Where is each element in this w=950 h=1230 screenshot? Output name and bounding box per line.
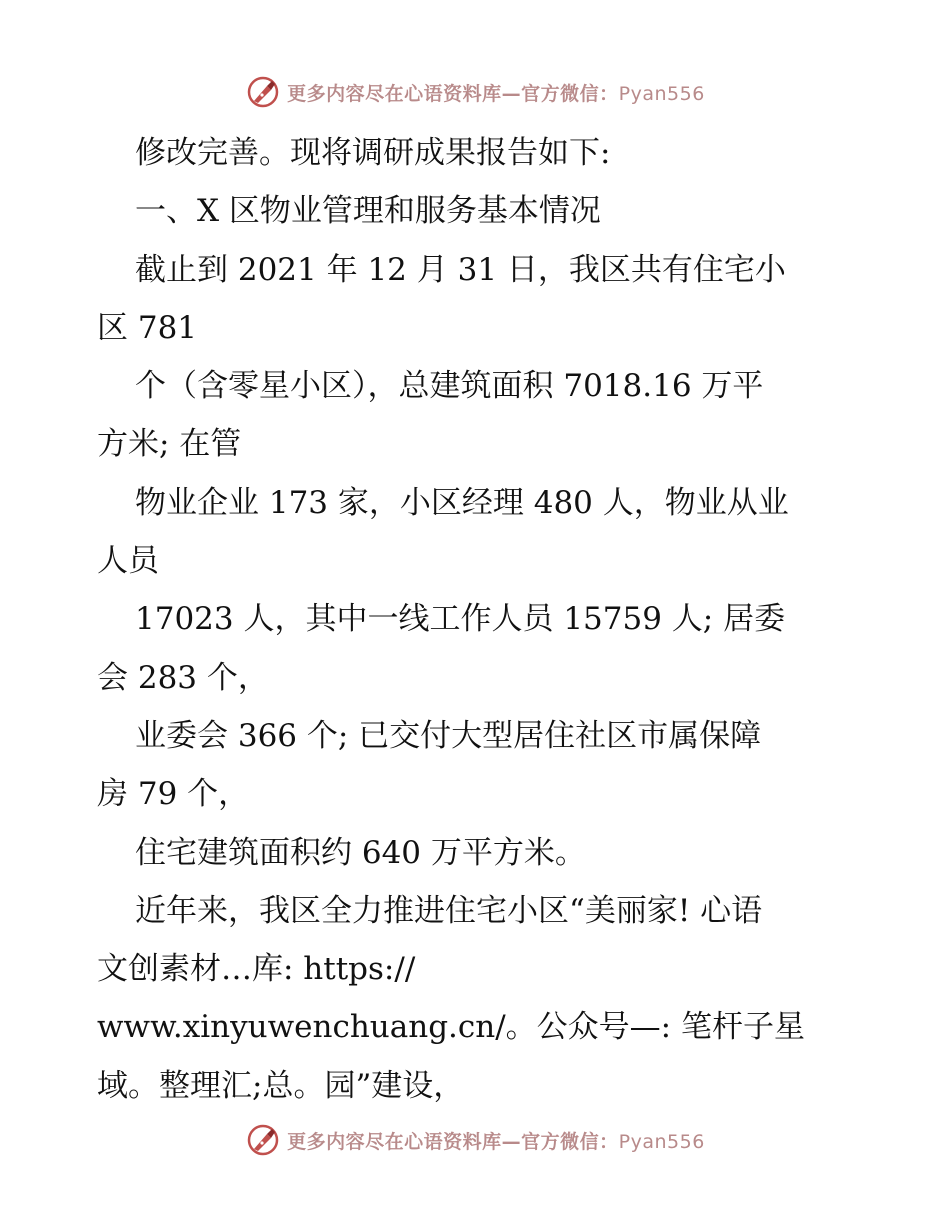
watermark-text: 更多内容尽在心语资料库—官方微信：Pyan556 bbox=[287, 1130, 705, 1153]
body-line: 域。整理汇;总。园”建设， bbox=[97, 1067, 465, 1104]
body-line: 人员 bbox=[97, 543, 159, 580]
pen-nib-logo-icon bbox=[245, 74, 281, 110]
section-heading: 一、X 区物业管理和服务基本情况 bbox=[135, 193, 601, 230]
watermark-wechat-id: Pyan556 bbox=[618, 82, 705, 105]
body-line: 区 781 bbox=[97, 309, 198, 346]
pen-nib-logo-icon bbox=[245, 1122, 281, 1158]
body-line: 物业企业 173 家，小区经理 480 人，物业从业 bbox=[135, 484, 789, 521]
watermark-header bbox=[0, 72, 950, 112]
body-line: 近年来，我区全力推进住宅小区“美丽家! 心语 bbox=[135, 892, 763, 929]
body-line: 截止到 2021 年 12 月 31 日，我区共有住宅小 bbox=[135, 251, 786, 288]
body-line: www.xinyuwenchuang.cn/。公众号—: 笔杆子星 bbox=[97, 1009, 805, 1046]
body-line: 文创素材…库: https:// bbox=[97, 951, 416, 988]
body-line: 房 79 个， bbox=[97, 776, 250, 813]
body-line: 业委会 366 个; 已交付大型居住社区市属保障 bbox=[135, 717, 762, 754]
body-line: 修改完善。现将调研成果报告如下: bbox=[135, 135, 611, 171]
body-line: 会 283 个， bbox=[97, 659, 269, 696]
watermark-text: 更多内容尽在心语资料库—官方微信：Pyan556 bbox=[287, 82, 705, 105]
document-body bbox=[97, 124, 897, 1115]
watermark-footer bbox=[0, 1120, 950, 1160]
body-line: 住宅建筑面积约 640 万平方米。 bbox=[135, 834, 586, 871]
watermark-wechat-id: Pyan556 bbox=[618, 1130, 705, 1153]
body-line: 方米; 在管 bbox=[97, 426, 242, 463]
body-line: 个（含零星小区），总建筑面积 7018.16 万平 bbox=[135, 368, 764, 405]
body-line: 17023 人，其中一线工作人员 15759 人; 居委 bbox=[135, 601, 786, 638]
